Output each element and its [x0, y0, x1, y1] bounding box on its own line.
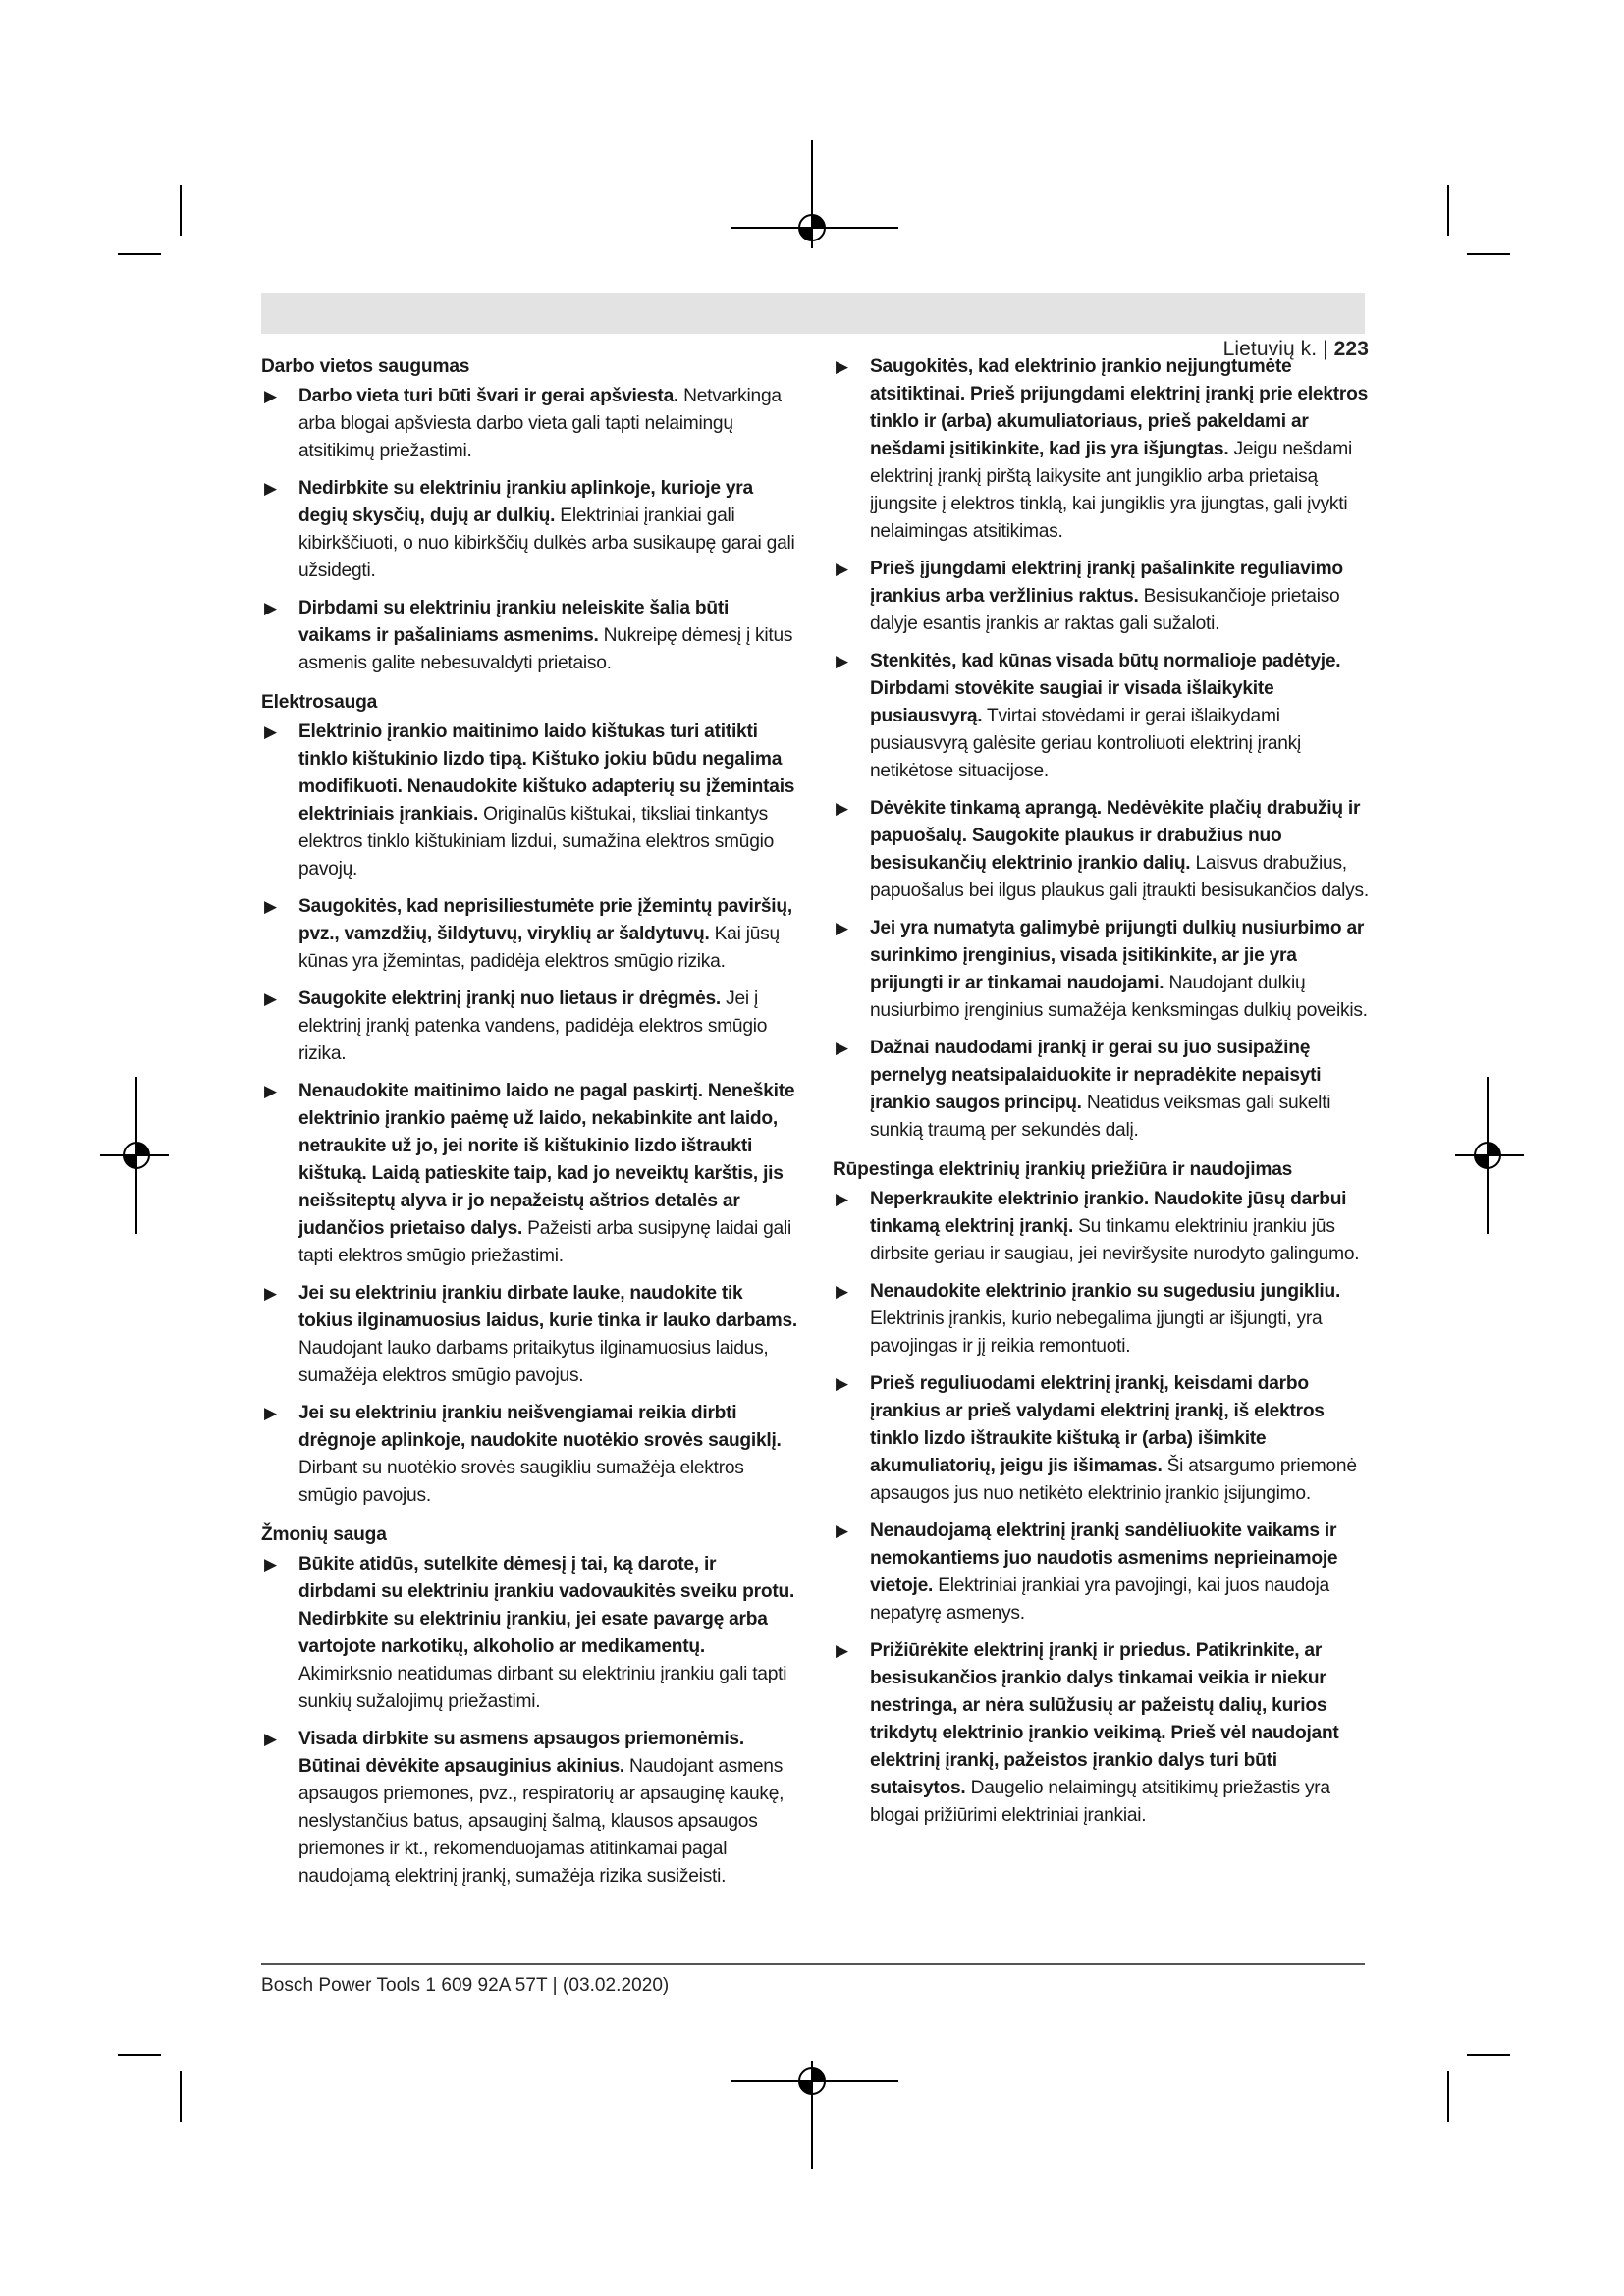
instruction-explanation-text: Neatidus veiksmas gali sukelti sunkią traumą per sekundės dalį. [870, 1093, 1331, 1141]
instruction-explanation-text: Jei į elektrinį įrankį patenka vandens, padidėja elektros smūgio rizika. [298, 988, 768, 1064]
instruction-explanation-text: Kai jūsų kūnas yra įžemintas, padidėja elektros smūgio rizika. [298, 924, 780, 972]
safety-instruction-item [833, 1637, 1371, 1830]
crop-mark-top-right-v [1447, 185, 1449, 236]
instruction-explanation-text: Netvarkinga arba blogai apšviesta darbo vieta gali tapti nelaimingų atsitikimų priežastimi. [298, 386, 782, 461]
bullet-arrow-icon: ▶ [836, 357, 848, 376]
instruction-explanation-text: Elektrinis įrankis, kurio nebegalima įjungti ar išjungti, yra pavojingas ir jį reikia remontuoti. [870, 1308, 1323, 1357]
bullet-arrow-icon: ▶ [264, 897, 277, 916]
crop-mark-bottom-left-v [180, 2071, 182, 2122]
bullet-arrow-icon: ▶ [836, 799, 848, 818]
safety-instruction-item [833, 795, 1371, 905]
header-band [261, 293, 1365, 334]
bullet-arrow-icon: ▶ [836, 1641, 848, 1660]
instruction-explanation-text: Tvirtai stovėdami ir gerai išlaikydami pusiausvyrą galėsite geriau kontroliuoti elektrinį įrankį netikėtose situacijose. [870, 706, 1302, 781]
instruction-bold-text: Nenaudokite elektrinio įrankio su sugedusiu jungikliu. [870, 1281, 1341, 1302]
bullet-arrow-icon: ▶ [264, 599, 277, 617]
safety-instruction-item [261, 595, 797, 677]
safety-instruction-item [261, 986, 797, 1068]
instruction-bold-text: Būkite atidūs, sutelkite dėmesį į tai, ką darote, ir dirbdami su elektriniu įrankiu vadovaukitės sveiku protu. Nedirbkite su elektriniu įrankiu, jei esate pavargę arba vartojote narkotikų, alkoholio ar medikamentų. [298, 1554, 795, 1657]
instruction-bold-text: Dėvėkite tinkamą aprangą. Nedėvėkite plačių drabužių ir papuošalų. Saugokite plaukus ir drabužius nuo besisukančių elektrinio įrankio dalių. [870, 798, 1361, 874]
instruction-bold-text: Saugokite elektrinį įrankį nuo lietaus ir drėgmės. [298, 988, 722, 1009]
instruction-bold-text: Jei yra numatyta galimybė prijungti dulkių nusiurbimo ar surinkimo įrenginius, visada įsitikinkite, ar jie yra prijungti ir ar tinkamai naudojami. [870, 918, 1365, 993]
bullet-arrow-icon: ▶ [264, 479, 277, 498]
instruction-bold-text: Prieš įjungdami elektrinį įrankį pašalinkite reguliavimo įrankius arba veržlinius raktus. [870, 559, 1343, 607]
safety-instruction-item [261, 1280, 797, 1390]
instruction-bold-text: Dirbdami su elektriniu įrankiu neleiskite šalia būti vaikams ir pašaliniams asmenims. [298, 598, 730, 646]
instruction-explanation-text: Naudojant asmens apsaugos priemones, pvz., respiratorių ar apsauginę kaukę, neslystančius batus, apsauginį šalmą, klausos apsaugos priemones ir kt., rekomenduojamas atitinkamai pagal naudojamą elektrinį įrankį, sumažėja rizika susižeisti. [298, 1756, 785, 1887]
instruction-explanation-text: Ši atsargumo priemonė apsaugos jus nuo netikėto elektrinio įrankio įsijungimo. [870, 1456, 1357, 1504]
instruction-explanation-text: Nukreipę dėmesį į kitus asmenis galite nebesuvaldyti prietaiso. [298, 625, 793, 673]
safety-instruction-item [833, 1035, 1371, 1145]
instruction-bold-text: Stenkitės, kad kūnas visada būtų normalioje padėtyje. Dirbdami stovėkite saugiai ir visada išlaikykite pusiausvyrą. [870, 651, 1341, 726]
instruction-bold-text: Jei su elektriniu įrankiu neišvengiamai reikia dirbti drėgnoje aplinkoje, naudokite nuotėkio srovės saugiklį. [298, 1403, 782, 1451]
bullet-arrow-icon: ▶ [836, 1039, 848, 1057]
page-footer: Bosch Power Tools 1 609 92A 57T | (03.02.2020) [261, 1975, 670, 1996]
bullet-arrow-icon: ▶ [264, 722, 277, 741]
instruction-bold-text: Visada dirbkite su asmens apsaugos priemonėmis. Būtinai dėvėkite apsauginius akinius. [298, 1729, 744, 1777]
footer-rule [261, 1963, 1365, 1965]
right-column [833, 353, 1371, 1840]
safety-instruction-item [261, 1726, 797, 1891]
instruction-explanation-text: Besisukančioje prietaiso dalyje esantis įrankis ar raktas gali sužaloti. [870, 586, 1340, 634]
bullet-arrow-icon: ▶ [836, 1374, 848, 1393]
instruction-bold-text: Prieš reguliuodami elektrinį įrankį, keisdami darbo įrankius ar prieš valydami elektrinį įrankį, iš elektros tinklo lizdo ištraukite kištuką ir (arba) išimkite akumuliatorių, jeigu jis išimamas. [870, 1373, 1325, 1476]
bullet-arrow-icon: ▶ [264, 1404, 277, 1422]
registration-target-top-icon [796, 212, 828, 243]
header-language: Lietuvių k. [1222, 338, 1318, 360]
section-heading: Darbo vietos saugumas [261, 356, 470, 377]
safety-instruction-item [261, 719, 797, 883]
safety-instruction-item [261, 1078, 797, 1270]
instruction-explanation-text: Elektriniai įrankiai gali kibirkščiuoti, o nuo kibirkščių dulkės arba susikaupę garai gali užsidegti. [298, 506, 795, 581]
instruction-explanation-text: Laisvus drabužius, papuošalus bei ilgus plaukus gali įtraukti besisukančios dalys. [870, 853, 1369, 901]
instruction-bold-text: Darbo vieta turi būti švari ir gerai apšviesta. [298, 386, 679, 406]
safety-instruction-item [261, 893, 797, 976]
safety-instruction-item [261, 383, 797, 465]
bullet-arrow-icon: ▶ [264, 1082, 277, 1100]
instruction-bold-text: Elektrinio įrankio maitinimo laido kištukas turi atitikti tinklo kištukinio lizdo tipą. Kištuko jokiu būdu negalima modifikuoti. Nenaudokite kištuko adapterių su įžemintais elektriniais įrankiais. [298, 721, 795, 825]
registration-target-left-icon [121, 1140, 152, 1171]
registration-target-bottom-icon [796, 2065, 828, 2097]
bullet-arrow-icon: ▶ [264, 387, 277, 405]
safety-instruction-item [261, 1551, 797, 1716]
bullet-arrow-icon: ▶ [264, 989, 277, 1008]
section-heading: Rūpestinga elektrinių įrankių priežiūra ir naudojimas [833, 1159, 1293, 1180]
section-heading: Elektrosauga [261, 692, 378, 713]
bullet-arrow-icon: ▶ [836, 919, 848, 937]
instruction-explanation-text: Dirbant su nuotėkio srovės saugikliu sumažėja elektros smūgio pavojus. [298, 1458, 744, 1506]
instruction-explanation-text: Naudojant lauko darbams pritaikytus ilginamuosius laidus, sumažėja elektros smūgio pavojus. [298, 1338, 769, 1386]
section-heading: Žmonių sauga [261, 1524, 387, 1545]
safety-instruction-item [261, 1400, 797, 1510]
safety-instruction-item [833, 915, 1371, 1025]
instruction-explanation-text: Naudojant dulkių nusiurbimo įrenginius sumažėja kenksmingas dulkių poveikis. [870, 973, 1368, 1021]
instruction-explanation-text: Pažeisti arba susipynę laidai gali tapti elektros smūgio priežastimi. [298, 1218, 791, 1266]
safety-instruction-item [833, 648, 1371, 785]
left-column [261, 353, 797, 1900]
crop-mark-top-left-h [118, 253, 161, 255]
bullet-arrow-icon: ▶ [836, 560, 848, 578]
safety-instruction-item [833, 1278, 1371, 1361]
bullet-arrow-icon: ▶ [836, 1190, 848, 1208]
instruction-bold-text: Dažnai naudodami įrankį ir gerai su juo susipažinę pernelyg neatsipalaiduokite ir nepradėkite nepaisyti įrankio saugos principų. [870, 1038, 1322, 1113]
instruction-bold-text: Prižiūrėkite elektrinį įrankį ir priedus. Patikrinkite, ar besisukančios įrankio dalys tinkamai veikia ir niekur nestringa, ar nėra sulūžusių ar pažeistų dalių, kurios trikdytų elektrinio įrankio veikimą. Prieš vėl naudojant elektrinį įrankį, pažeistos įrankio dalys turi būti sutaisytos. [870, 1640, 1339, 1798]
instruction-explanation-text: Jeigu nešdami elektrinį įrankį pirštą laikysite ant jungiklio arba prietaisą įjungsite į elektros tinklą, kai jungiklis yra įjungtas, gali įvykti nelaimingas atsitikimas. [870, 439, 1352, 542]
safety-instruction-item [833, 1370, 1371, 1508]
instruction-bold-text: Nedirbkite su elektriniu įrankiu aplinkoje, kurioje yra degių skysčių, dujų ar dulkių. [298, 478, 753, 526]
instruction-explanation-text: Su tinkamu elektriniu įrankiu jūs dirbsite geriau ir saugiau, jei neviršysite nurodyto galingumo. [870, 1216, 1360, 1264]
instruction-bold-text: Neperkraukite elektrinio įrankio. Naudokite jūsų darbui tinkamą elektrinį įrankį. [870, 1189, 1347, 1237]
instruction-explanation-text: Akimirksnio neatidumas dirbant su elektriniu įrankiu gali tapti sunkių sužalojimų priežastimi. [298, 1664, 787, 1712]
page-number: 223 [1333, 338, 1369, 360]
bullet-arrow-icon: ▶ [264, 1284, 277, 1303]
bullet-arrow-icon: ▶ [836, 1522, 848, 1540]
safety-instruction-item [833, 1518, 1371, 1628]
safety-instruction-item [833, 556, 1371, 638]
instruction-explanation-text: Daugelio nelaimingų atsitikimų priežastis yra blogai prižiūrimi elektriniai įrankiai. [870, 1778, 1330, 1826]
safety-instruction-item [833, 353, 1371, 546]
bullet-arrow-icon: ▶ [264, 1555, 277, 1574]
instruction-bold-text: Saugokitės, kad elektrinio įrankio neįjungtumėte atsitiktinai. Prieš prijungdami elektrinį įrankį prie elektros tinklo ir (arba) akumuliatoriaus, prieš pakeldami ar nešdami įsitikinkite, kad jis yra išjungtas. [870, 356, 1369, 459]
bullet-arrow-icon: ▶ [836, 1282, 848, 1301]
instruction-bold-text: Saugokitės, kad neprisiliestumėte prie įžemintų paviršių, pvz., vamzdžių, šildytuvų, viryklių ar šaldytuvų. [298, 896, 792, 944]
instruction-explanation-text: Elektriniai įrankiai yra pavojingi, kai juos naudoja nepatyrę asmenys. [870, 1575, 1329, 1624]
instruction-bold-text: Nenaudokite maitinimo laido ne pagal paskirtį. Neneškite elektrinio įrankio paėmę už laido, nekabinkite ant laido, netraukite už jo, jei norite iš kištukinio lizdo ištraukti kištuką. Laidą patieskite taip, kad jo neveiktų karštis, jis neišsiteptų alyva ir jo nepažeistų aštrios detalės ar judančios prietaiso dalys. [298, 1081, 795, 1239]
crop-mark-bottom-left-h [118, 2054, 161, 2056]
crop-mark-bottom-right-v [1447, 2071, 1449, 2122]
safety-instruction-item [833, 1186, 1371, 1268]
header-separator: | [1317, 338, 1334, 360]
instruction-explanation-text: Originalūs kištukai, tiksliai tinkantys elektros tinklo kištukiniam lizdui, sumažina elektros smūgio pavojų. [298, 804, 775, 880]
instruction-bold-text: Jei su elektriniu įrankiu dirbate lauke, naudokite tik tokius ilginamuosius laidus, kurie tinka ir lauko darbams. [298, 1283, 797, 1331]
instruction-bold-text: Nenaudojamą elektrinį įrankį sandėliuokite vaikams ir nemokantiems juo naudotis asmenims neprieinamoje vietoje. [870, 1521, 1338, 1596]
safety-instruction-item [261, 475, 797, 585]
bullet-arrow-icon: ▶ [264, 1730, 277, 1748]
crop-mark-bottom-right-h [1467, 2054, 1510, 2056]
bullet-arrow-icon: ▶ [836, 652, 848, 670]
crop-mark-top-left-v [180, 185, 182, 236]
crop-mark-top-right-h [1467, 253, 1510, 255]
registration-target-right-icon [1472, 1140, 1503, 1171]
